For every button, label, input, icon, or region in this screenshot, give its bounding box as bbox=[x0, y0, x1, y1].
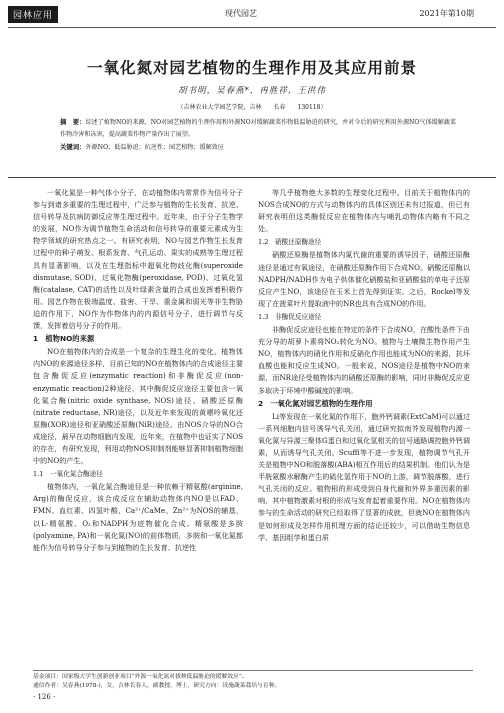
header-rule bbox=[8, 27, 496, 28]
abstract-body bbox=[42, 116, 462, 141]
keywords bbox=[42, 141, 462, 154]
affiliation: （吉林农业大学园艺学院，吉林 长春 130118） bbox=[177, 104, 327, 111]
paragraph: 等几乎植物绝大多数的生理变化过程中。目前关于植物体内的NOS合成NO的方式与动物体内的具体区别还未有过报道，但已有研究表明但这类酶促反应在植物体内与哺乳动物体内略有不同之处。 bbox=[258, 188, 470, 234]
article-title: 一氧化氮对园艺植物的生理作用及其应用前景 bbox=[86, 58, 417, 77]
page-header bbox=[0, 0, 504, 30]
right-column bbox=[258, 187, 470, 544]
journal-name: 现代园艺 bbox=[225, 9, 257, 18]
section-heading: 2 一氧化氮对园艺植物的生理作用 bbox=[258, 398, 373, 408]
section-tag: 园林应用 bbox=[8, 6, 58, 23]
author-note: 通信作者：吴春燕(1978-)，女，吉林长春人，副教授，博士，研究方向：设施蔬菜栽培与育种。 bbox=[33, 683, 281, 689]
left-column bbox=[33, 187, 243, 554]
section-divider bbox=[8, 177, 496, 178]
section-heading: 1 植物NO的来源 bbox=[33, 334, 95, 344]
section-heading: 1.3 非酶促反应途径 bbox=[258, 312, 322, 321]
abstract-label: 摘 要： bbox=[60, 118, 86, 126]
funding-note: 基金项目：国家级大学生创新创业项目“外源一氧化氮对拔秧低温胁迫的缓解效应”。 bbox=[33, 674, 248, 680]
keywords-text: 外源NO；低温胁迫；抗逆性；园艺植物；缓解效应 bbox=[85, 144, 224, 151]
issue-label: 2021年第10期 bbox=[419, 9, 474, 18]
paragraph: 植物体内，一氧化氮合酶途径是一种依赖于精氨酸(arginine, Arg)的酶促反应，该合成反应在辅助动物体内NO是以FAD、FMN、血红素、四氢叶酸、Ca²⁺/CaMe、Zn²⁺为NOS的辅基，以L-精氨酸、O₂和NADPH为底物催化合成。精氨酸是多胺(polyamine, PA)和一氧化氮(NO)的前体物质，多胺和一氧化氮都能作为信号转导分子参与到植物的生长发育、抗逆性 bbox=[33, 482, 243, 552]
paragraph: NO在植物体内的合成是一个复杂的生理生化的变化。植物体内NO的来源途径多样，目前已知的NO在植物体内的合成途径主要包含酶促反应(enzymatic reaction)和非酶促反应(non-enzymatic reaction)2种途径，其中酶促反应途径主要包含一氧化氮合酶(nitric oxide synthase, NOS)途径、硝酸还原酶(nitrate reductase, NR)途径，以及近年来发现的黄嘌呤氧化还原酶(XOR)途径和亚硝酸还原酶(NiR)途径。由NOS介导的NO合成途径，最早在动物细胞内发现，近年来，在植物中也证实了NOS的存在，有研究发现，利用动物NOS抑制剂能够显著抑制植物细胞中的NO的产生。 bbox=[33, 347, 243, 466]
authors: 胡书明，吴春燕*，冉胜祥，王洪伟 bbox=[178, 86, 326, 96]
paragraph: 硝酸还原酶是植物体内氮代谢的重要的诱导因子，硝酸还原酶途径是通过有氧途径，在硝酸还原酶作用下合成NO。硝酸还原酶以NADPH/NADH作为电子供体催化硝酸盐和亚硝酸盐的单电子还原反应产生NO，该途径在玉米上首先得到证实。之后，Rockel等发现了在菠菜叶片提取液中的NR也具有合成NO的作用。 bbox=[258, 250, 470, 308]
paragraph: Li等发现在一氧化氮的作用下，胞外钙调素(ExtCaM)可以通过一系列细胞内信号诱导气孔关闭，通过研究拟南芥发现植物内源一氧化氮与异源三聚体G蛋白和过氧化氢相关的信号通路调控胞外钙调素，从而诱导气孔关闭。Scuffi等不进一步发现，植物调节气孔开关是植物中NO和脱落酸(ABA)相互作用后的结果机制。他们认为是半胱氨酸水解酶产生的硫化氢作用于NO的上游，调节脱落酸，进行气孔关闭的反应。植物根的形成受到自身代谢和外界多重因素的影响，其中植物激素对根的形成与发育起着重要作用。NO在植物体内参与的生命活动的研究已经取得了显著的成就，但就NO在植物体内是如何形成及怎样作用机理方面的结论还较少，可以借助生物信息学、基因组学和蛋白质 bbox=[258, 411, 470, 542]
page-number: · 126 · bbox=[33, 693, 56, 701]
keywords-label: 关键词： bbox=[60, 143, 86, 151]
abstract-text: 综述了植物NO的来源，NO对园艺植物的生理作用和外源NO对缓解蔬菜作物低温胁迫的研究，并对今后的研究利用外源NO气体缓解蔬菜作物冷害和冻害，提高蔬菜作物产量作出了展望。 bbox=[60, 119, 456, 138]
abstract bbox=[42, 116, 462, 154]
section-heading: 1.2 硝酸还原酶途径 bbox=[258, 238, 322, 247]
section-heading: 1.1 一氧化氮合酶途径 bbox=[33, 470, 103, 479]
paragraph: 非酶促反应途径也能在特定的条件下合成NO，在酸性条件下由充分导的胡萝卜素将NO₂转化为NO。植物与土壤微生物作用产生NO，植物体内的硝化作用和反硝化作用也能成为NO的来源，抗坏血酸也能和反应生成NO。一般来说，NOS途径是植物中NO的来源，而NR途径受植物体内的硝酸还原酶的影响，同时非酶促反应更多取决于环境中酸碱度的影响。 bbox=[258, 325, 470, 395]
footnote bbox=[33, 670, 473, 691]
paragraph: 一氧化氮是一种气体小分子，在动植物体内常常作为信号分子参与到诸多重要的生理过程中，广泛参与植物的生长发育、抗逆、信号转导及抗病防御反应等生理过程中。近年来，由于分子生物学的发展，NO作为调节植物生命活动和信号转导的重要元素成为生物学领域的研究热点之一。有研究表明，NO与园艺作物生长发育过程中的种子萌发、根系发育、气孔运动、果实的成熟等生理过程具有显著影响，以及在生理指标中超氧化物歧化酶(superoxide dismutase, SOD)、过氧化物酶(peroxidase, POD)、过氧化氢酶(catalase, CAT)的活性以及叶绿素含量的合成也发挥着积极作用。园艺作物在极端温度、盐害、干旱、重金属和弱光等非生物胁迫的作用下，NO作为作物体内的内源信号分子，进行调节与反馈，发挥着信号分子的作用。 bbox=[33, 188, 243, 331]
